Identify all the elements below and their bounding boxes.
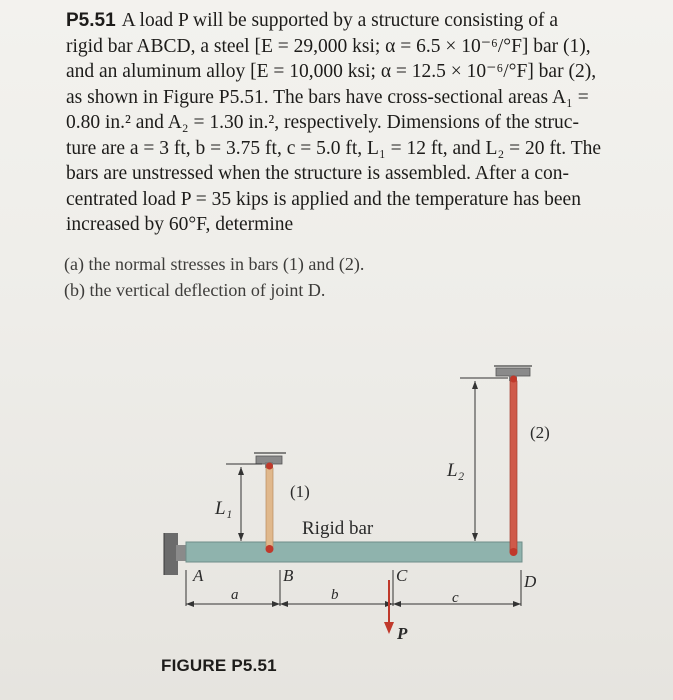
problem-line-5: 0.80 in.² and A₂ = 1.30 in.², respectively. Dimensions of the struc- xyxy=(66,112,579,133)
l2-dimension xyxy=(460,378,508,541)
label-l2: L₂ xyxy=(447,460,465,481)
label-bar-1: (1) xyxy=(290,482,310,501)
label-load-p: P xyxy=(397,624,408,643)
problem-line-8: centrated load P = 35 kips is applied and the temperature has been xyxy=(66,188,581,210)
rigid-bar xyxy=(186,542,522,562)
problem-line-6: ture are a = 3 ft, b = 3.75 ft, c = 5.0 ft, L₁ = 12 ft, and L₂ = 20 ft. The xyxy=(66,137,602,159)
label-point-a: A xyxy=(193,566,204,585)
label-bar-2: (2) xyxy=(530,423,550,442)
label-dim-b: b xyxy=(331,587,339,603)
steel-bar-1 xyxy=(254,453,286,553)
label-point-d: D xyxy=(524,572,537,591)
part-b: (b) the vertical deflection of joint D. xyxy=(64,280,326,300)
label-dim-c: c xyxy=(452,590,459,606)
problem-line-7: bars are unstressed when the structure is assembled. After a con- xyxy=(66,163,570,184)
problem-line-2: rigid bar ABCD, a steel [E = 29,000 ksi; α = 6.5 × 10⁻⁶/°F] bar (1), xyxy=(66,35,591,57)
figure-caption: FIGURE P5.51 xyxy=(161,656,277,675)
label-point-c: C xyxy=(396,566,408,585)
label-dim-a: a xyxy=(231,587,239,603)
problem-line-9: increased by 60°F, determine xyxy=(66,214,294,235)
label-point-b: B xyxy=(283,566,294,585)
bleed-through-decoration xyxy=(395,312,625,330)
problem-line-1: P5.51 A load P will be supported by a structure consisting of a xyxy=(66,10,558,31)
part-a: (a) the normal stresses in bars (1) and (2). xyxy=(64,254,365,274)
label-rigid-bar: Rigid bar xyxy=(302,518,374,539)
label-l1: L₁ xyxy=(215,498,233,519)
problem-line-3: and an aluminum alloy [E = 10,000 ksi; α = 12.5 × 10⁻⁶/°F] bar (2), xyxy=(66,61,597,82)
aluminum-bar-2 xyxy=(494,366,532,556)
problem-number: P5.51 xyxy=(66,10,116,31)
problem-line-4: as shown in Figure P5.51. The bars have cross-sectional areas A₁ = xyxy=(66,86,589,108)
